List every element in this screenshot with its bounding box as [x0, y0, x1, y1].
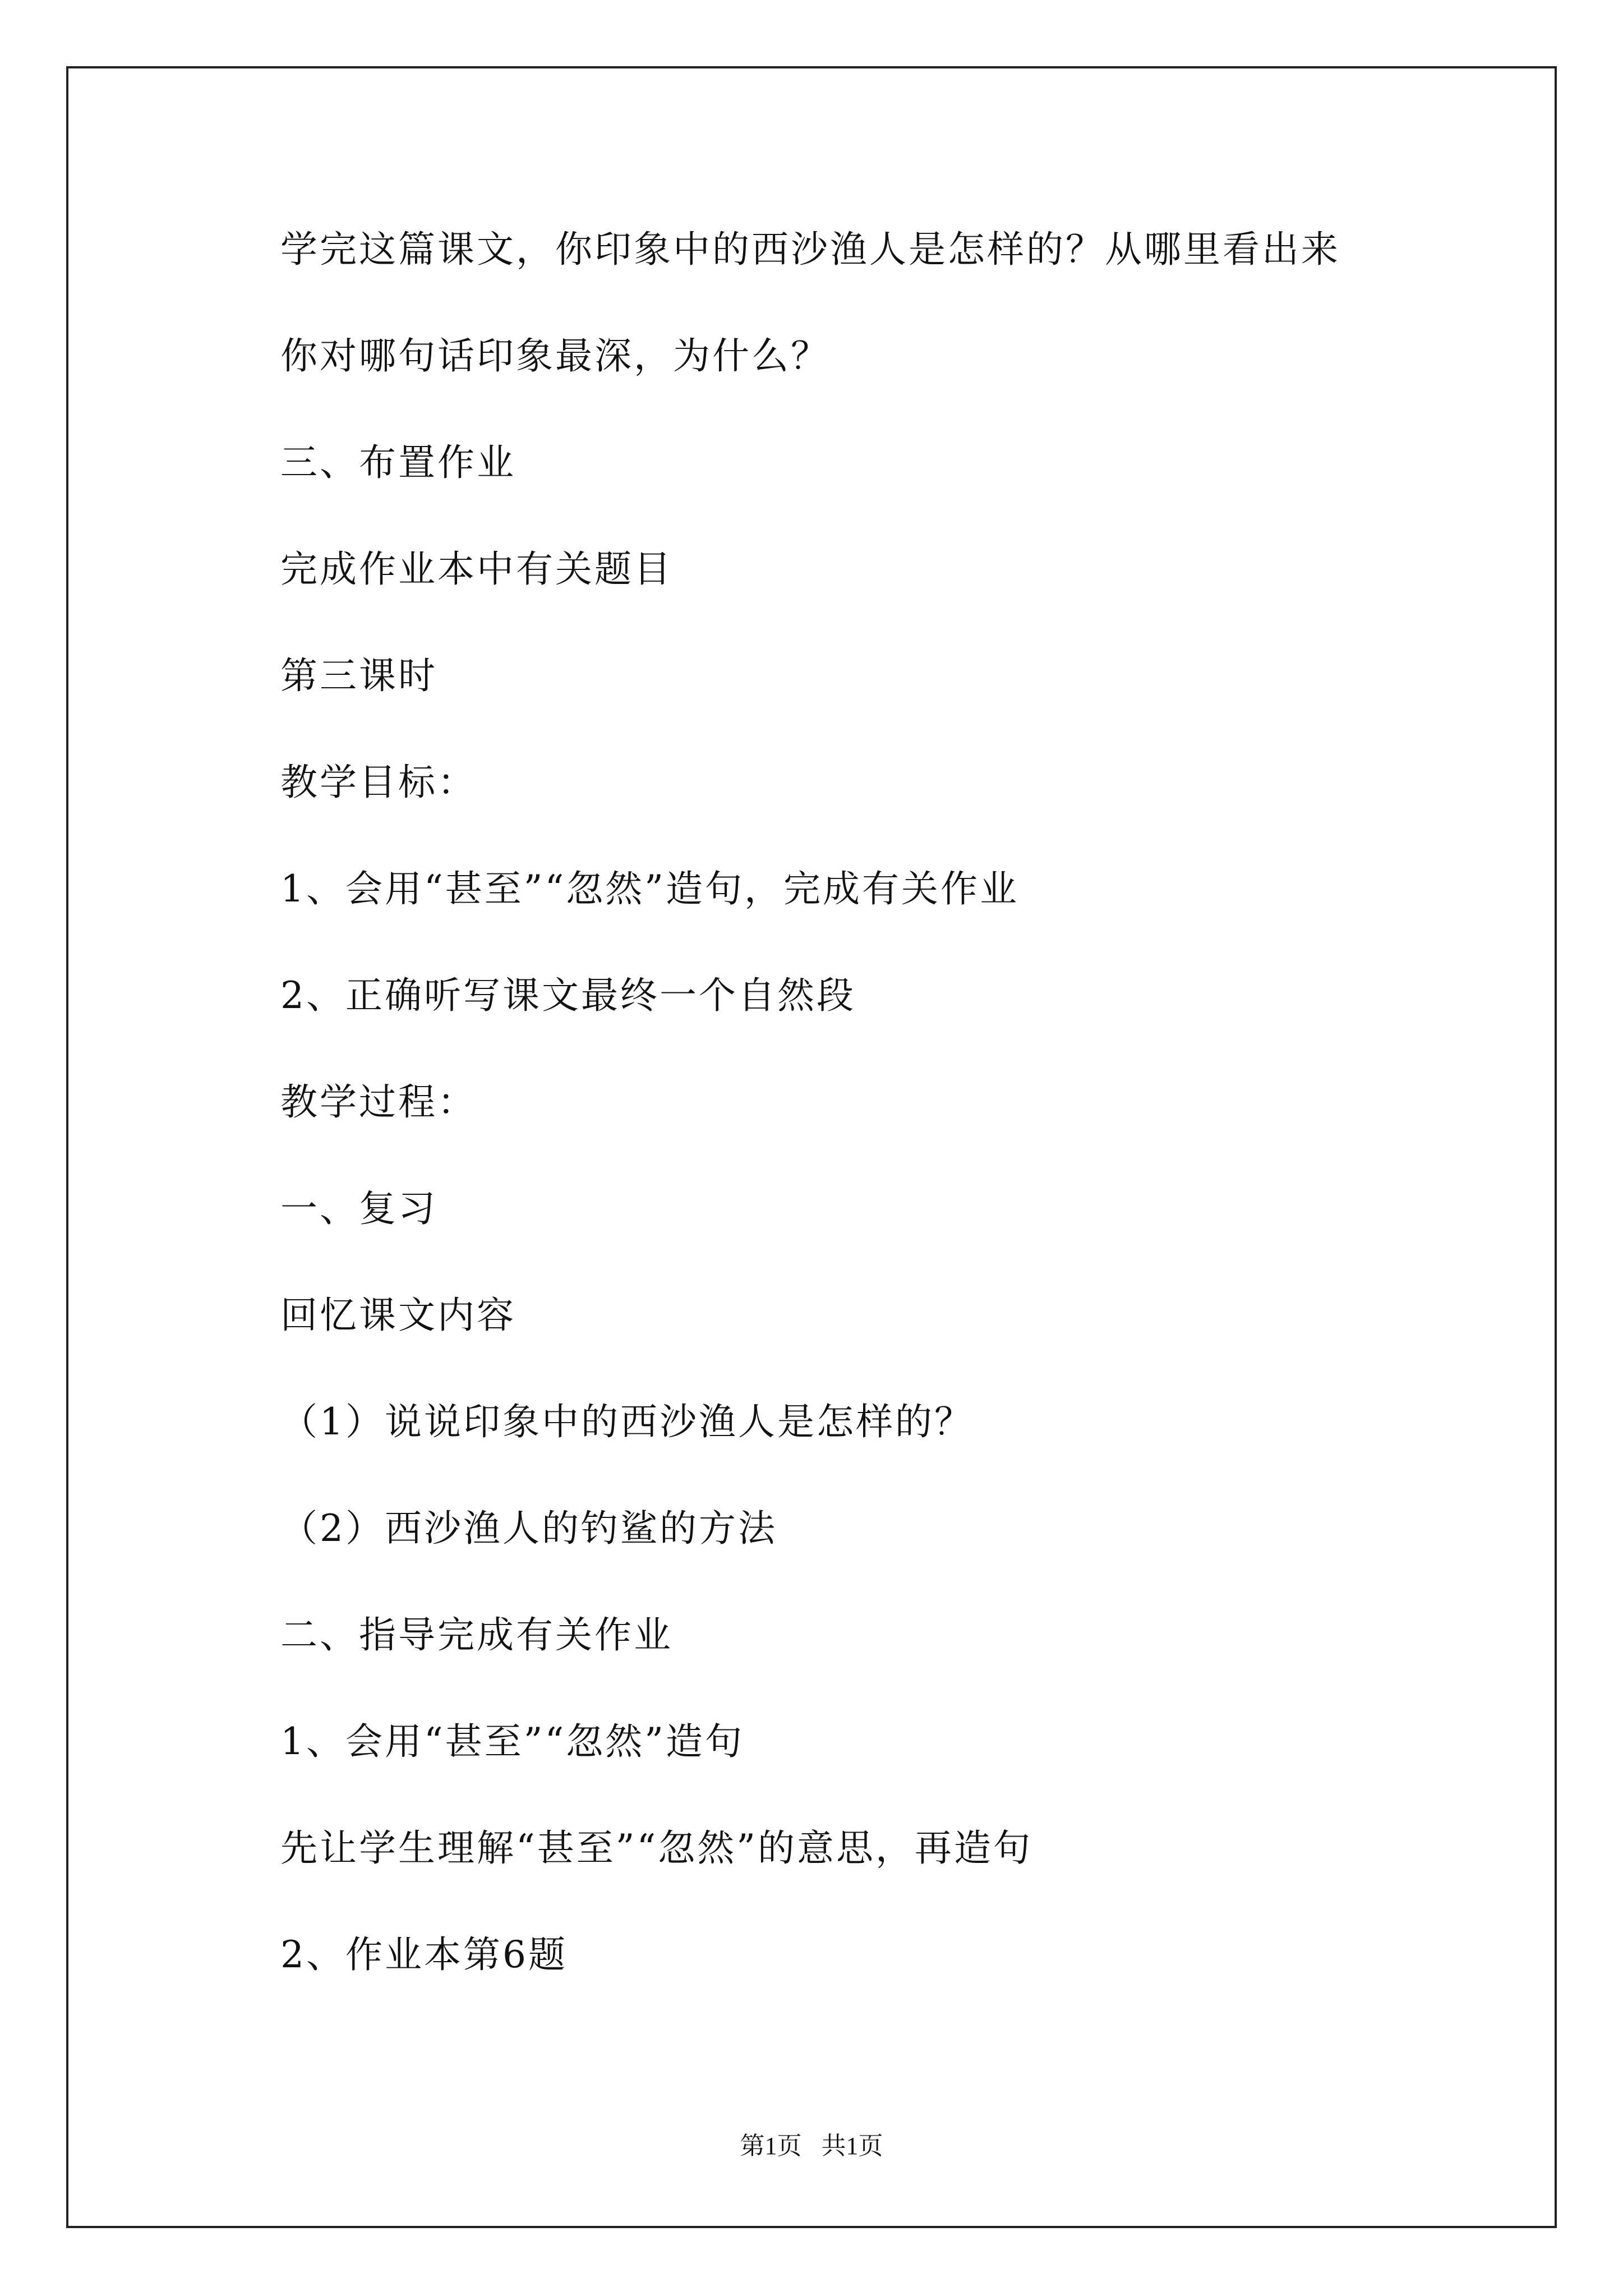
page-footer [0, 2129, 1623, 2163]
list-item: （1）说说印象中的西沙渔人是怎样的？ [280, 1400, 974, 1443]
text-line: 回忆课文内容 [280, 1294, 516, 1337]
text-line: 学完这篇课文，你印象中的西沙渔人是怎样的？从哪里看出来 [280, 228, 1340, 271]
section-heading: 二、指导完成有关作业 [280, 1613, 673, 1657]
lesson-heading: 第三课时 [280, 654, 437, 697]
list-item: 2、作业本第6题 [280, 1933, 568, 1976]
text-line: 先让学生理解“甚至”“忽然”的意思，再造句 [280, 1826, 1032, 1870]
section-heading: 教学目标： [280, 761, 477, 804]
text-line: 完成作业本中有关题目 [280, 547, 673, 591]
list-item: （2）西沙渔人的钓鲨的方法 [280, 1507, 777, 1550]
total-pages-label: 共1页 [821, 2132, 883, 2160]
list-item: 1、会用“甚至”“忽然”造句 [280, 1720, 744, 1763]
document-body [280, 222, 1458, 2033]
text-line: 你对哪句话印象最深，为什么？ [280, 334, 830, 378]
list-item: 2、正确听写课文最终一个自然段 [280, 974, 856, 1017]
list-item: 1、会用“甚至”“忽然”造句，完成有关作业 [280, 867, 1019, 910]
section-heading: 一、复习 [280, 1187, 437, 1230]
section-heading: 三、布置作业 [280, 441, 516, 484]
current-page-label: 第1页 [740, 2132, 802, 2160]
section-heading: 教学过程： [280, 1080, 477, 1124]
